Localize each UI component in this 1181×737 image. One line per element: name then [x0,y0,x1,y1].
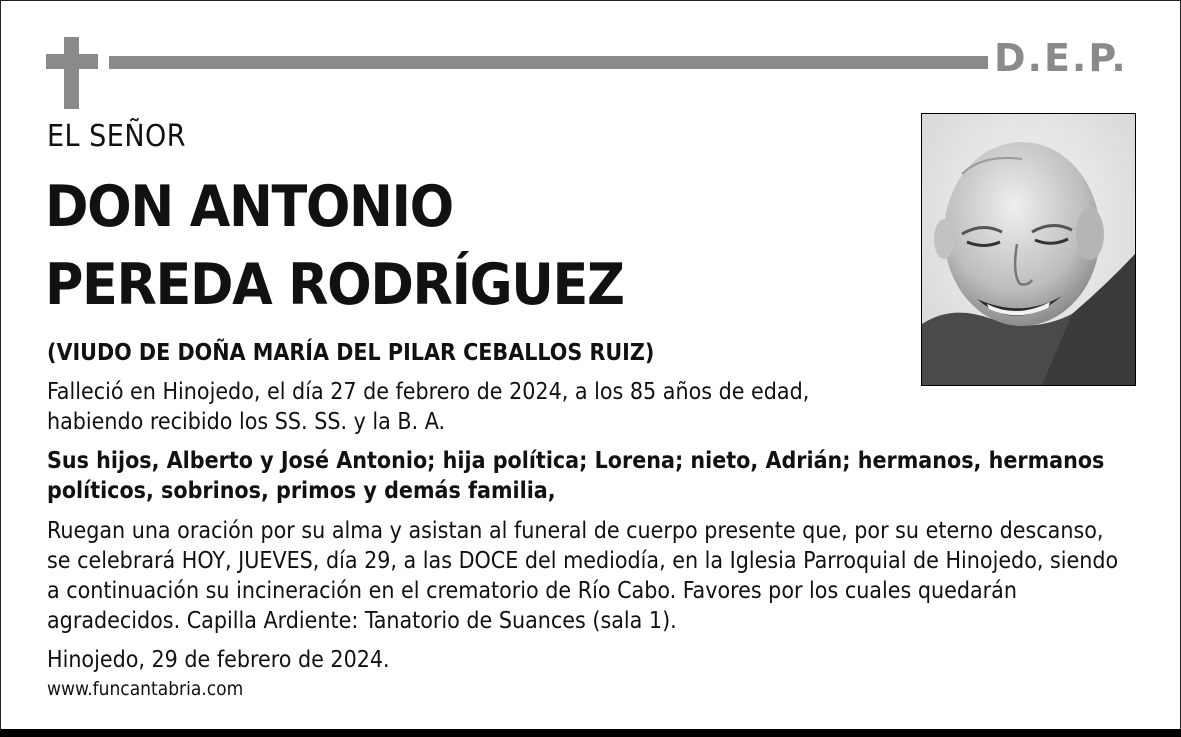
bottom-border [0,729,1181,737]
death-notice-text: Falleció en Hinojedo, el día 27 de febrero de 2024, a los 85 años de edad, habiendo recibido los SS. SS. y la B. A. [47,379,810,435]
header-rule [109,56,988,69]
cross-icon [46,37,98,109]
family-text: Sus hijos, Alberto y José Antonio; hija política; Lorena; nieto, Adrián; hermanos, hermanos políticos, sobrinos, primos y demás familia, [47,448,1105,504]
name-line-1: DON ANTONIO [45,174,453,240]
website-link[interactable]: www.funcantabria.com [47,678,244,700]
portrait-photo [921,113,1136,386]
honorific: EL SEÑOR [47,119,187,154]
name-line-2: PEREDA RODRÍGUEZ [45,252,624,318]
place-date: Hinojedo, 29 de febrero de 2024. [47,647,390,673]
funeral-text: Ruegan una oración por su alma y asistan al funeral de cuerpo presente que, por su eterno descanso, se celebrará HOY, JUEVES, día 29, a las DOCE del mediodía, en la Iglesia Parroquial de Hinojedo, siendo a continuación su incineración en el crematorio de Río Cabo. Favores por los cuales quedarán agradecidos. Capilla Ardiente: Tanatorio de Suances (sala 1). [47,518,1119,634]
deceased-name [45,168,624,324]
dep-label: D.E.P. [994,36,1128,80]
widower-line: (VIUDO DE DOÑA MARÍA DEL PILAR CEBALLOS RUIZ) [47,340,655,366]
